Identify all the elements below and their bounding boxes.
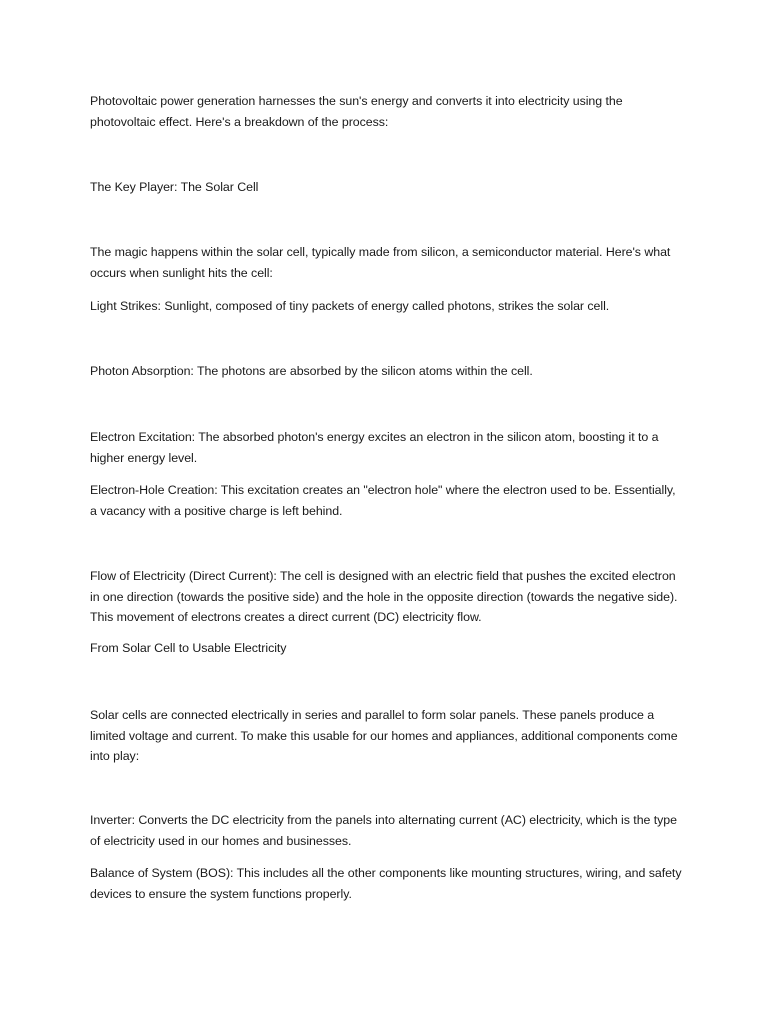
balance-of-system-paragraph: Balance of System (BOS): This includes all the other components like mounting structures, wiring, and safety devices to ensure the system functions properly.: [90, 866, 682, 901]
electron-excitation-paragraph: Electron Excitation: The absorbed photon's energy excites an electron in the silicon atom, boosting it to a higher energy level.: [90, 430, 659, 465]
electron-hole-paragraph: Electron-Hole Creation: This excitation creates an "electron hole" where the electron used to be. Essentially, a vacancy with a positive charge is left behind.: [90, 483, 676, 518]
inverter-paragraph: Inverter: Converts the DC electricity from the panels into alternating current (AC) electricity, which is the type of electricity used in our homes and businesses.: [90, 813, 677, 848]
heading-solar-cell: The Key Player: The Solar Cell: [90, 180, 259, 194]
photon-absorption-paragraph: Photon Absorption: The photons are absorbed by the silicon atoms within the cell.: [90, 364, 533, 378]
solar-cell-intro-paragraph: The magic happens within the solar cell, typically made from silicon, a semiconductor material. Here's what occurs when sunlight hits the cell:: [90, 245, 671, 280]
heading-usable-electricity: From Solar Cell to Usable Electricity: [90, 641, 287, 655]
flow-of-electricity-paragraph: Flow of Electricity (Direct Current): The cell is designed with an electric field that pushes the excited electron in one direction (towards the positive side) and the hole in the opposite direction (towards the negative side). This movement of electrons creates a direct current (DC) electricity flow.: [90, 569, 678, 624]
intro-paragraph: Photovoltaic power generation harnesses the sun's energy and converts it into electricity using the photovoltaic effect. Here's a breakdown of the process:: [90, 94, 623, 129]
light-strikes-paragraph: Light Strikes: Sunlight, composed of tiny packets of energy called photons, strikes the solar cell.: [90, 299, 610, 313]
solar-panels-paragraph: Solar cells are connected electrically in series and parallel to form solar panels. These panels produce a limited voltage and current. To make this usable for our homes and appliances, additional components come into play:: [90, 708, 678, 763]
